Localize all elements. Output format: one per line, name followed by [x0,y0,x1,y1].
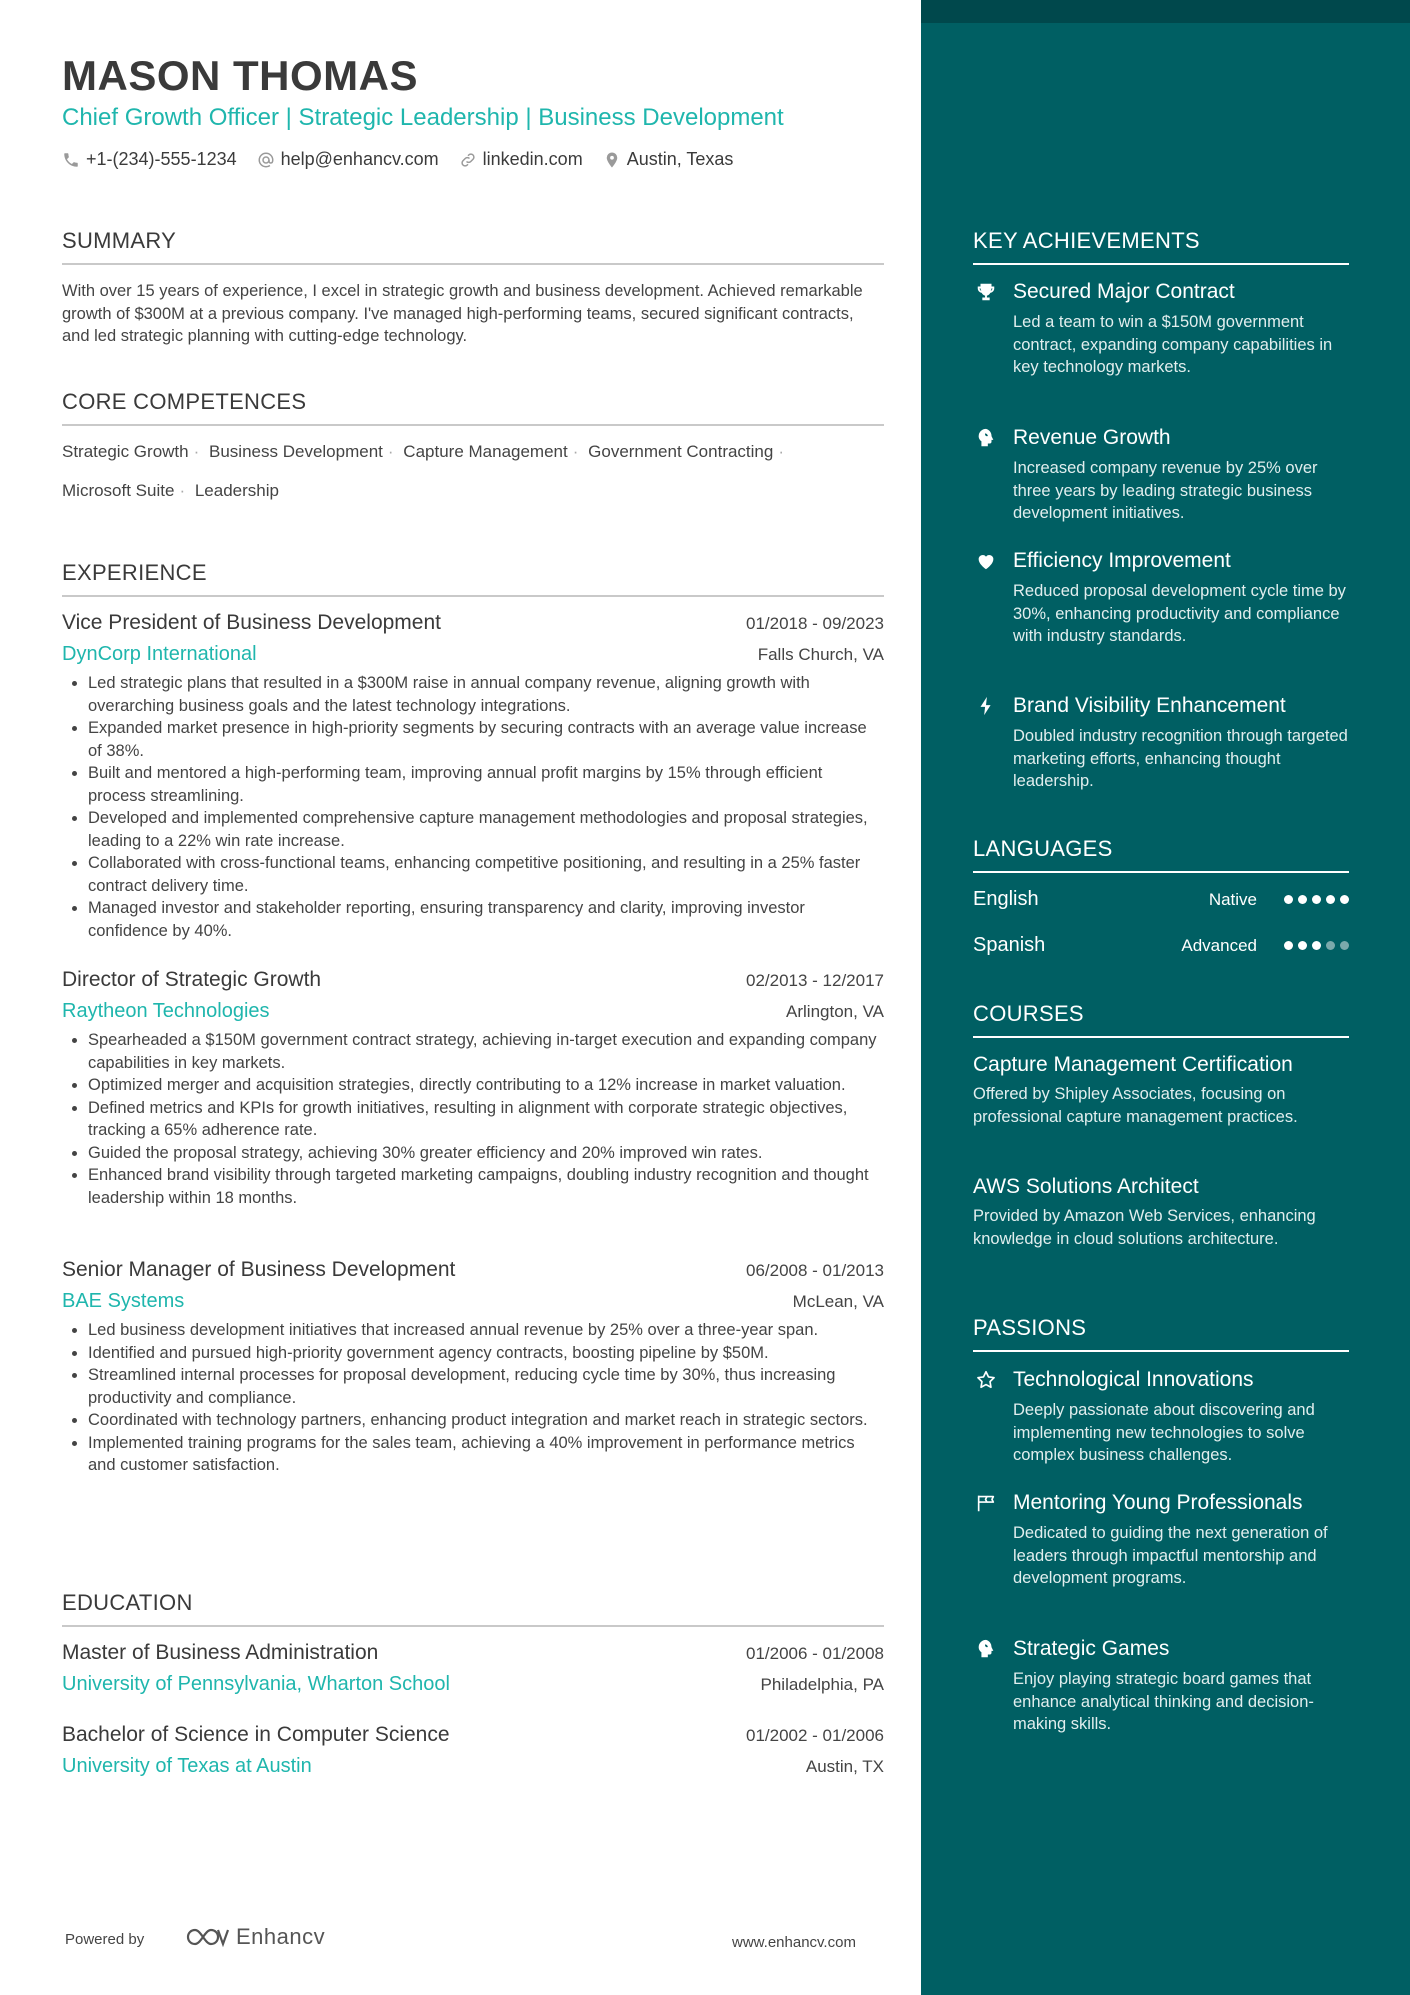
course-title: AWS Solutions Architect [973,1175,1199,1198]
separator-dot: · [572,442,579,461]
bullet-item: • Spearheaded a $150M government contract strategy, achieving in-target execution and expanding company capabilities in key markets. [88,1029,884,1074]
bullet-item: • Led strategic plans that resulted in a $300M raise in annual company revenue, aligning growth with overarching business goals and the latest technology integrations. [88,672,884,717]
job-company: Raytheon Technologies [62,1000,270,1022]
rating-dot-filled [1284,895,1293,904]
competence-item: Government Contracting [588,442,774,461]
rating-dot-filled [1312,895,1321,904]
heart-icon [973,548,999,574]
bullet-item: • Identified and pursued high-priority government agency contracts, boosting pipeline by $50M. [88,1342,884,1365]
powered-by-label: Powered by [65,1931,145,1948]
passion-title: Mentoring Young Professionals [1013,1491,1303,1514]
job-role: Director of Strategic Growth [62,968,322,991]
enhancv-brand-text: Enhancv [236,1924,326,1949]
degree: Master of Business Administration [62,1641,379,1664]
language-item [973,934,1349,957]
school: University of Pennsylvania, Wharton School [62,1673,450,1695]
job-dates: 06/2008 - 01/2013 [745,1261,884,1280]
course-title: Capture Management Certification [973,1053,1293,1076]
rating-dot-filled [1284,941,1293,950]
rating-dot-empty [1326,941,1335,950]
contact-linkedin[interactable] [459,149,583,170]
language-rating [1279,895,1349,904]
passions-heading: PASSIONS [973,1315,1349,1352]
bullet-item: • Optimized merger and acquisition strategies, directly contributing to a 12% increase in market valuation. [88,1074,884,1097]
summary-heading: SUMMARY [62,228,884,265]
job-bullets [62,672,884,942]
achievement-title: Secured Major Contract [1013,280,1235,303]
language-item [973,888,1349,911]
location-pin-icon [603,151,621,169]
language-level: Native [1208,889,1257,909]
link-icon [459,151,477,169]
degree: Bachelor of Science in Computer Science [62,1723,450,1746]
job-location: McLean, VA [792,1292,884,1311]
rating-dot-filled [1298,941,1307,950]
achievement-item [973,279,1353,379]
achievement-desc: Increased company revenue by 25% over three years by leading strategic business development initiatives. [1013,459,1318,522]
brain-icon [973,1636,999,1662]
languages-heading: LANGUAGES [973,836,1349,873]
language-level: Advanced [1181,935,1257,955]
job-role: Senior Manager of Business Development [62,1258,456,1281]
language-name: Spanish [973,934,1046,956]
course-item [973,1175,1353,1250]
contact-bar [62,149,753,170]
passion-title: Strategic Games [1013,1637,1170,1660]
bullet-item: • Streamlined internal processes for proposal development, reducing cycle time by 30%, thus increasing productivity and compliance. [88,1364,884,1409]
contact-email[interactable] [257,149,439,170]
candidate-name: MASON THOMAS [62,52,418,99]
job-dates: 01/2018 - 09/2023 [745,614,884,633]
achievement-title: Brand Visibility Enhancement [1013,694,1286,717]
job-bullets [62,1319,884,1477]
achievement-item [973,693,1353,793]
competence-item: Leadership [194,481,279,500]
rating-dot-filled [1312,941,1321,950]
flag-icon [973,1490,999,1516]
rating-dot-filled [1326,895,1335,904]
passion-desc: Enjoy playing strategic board games that enhance analytical thinking and decision-making skills. [1013,1670,1314,1733]
course-desc: Provided by Amazon Web Services, enhancing knowledge in cloud solutions architecture. [973,1207,1316,1248]
rating-dot-filled [1340,895,1349,904]
job-role: Vice President of Business Development [62,611,441,634]
location-text: Austin, Texas [626,149,734,169]
sidebar-top-bar [921,0,1410,23]
candidate-title: Chief Growth Officer | Strategic Leadership | Business Development [62,104,784,131]
education-dates: 01/2006 - 01/2008 [745,1644,884,1663]
experience-entry [62,611,884,942]
separator-dot: · [387,442,394,461]
achievement-desc: Reduced proposal development cycle time by 30%, enhancing productivity and compliance with industry standards. [1013,582,1346,645]
passion-item [973,1636,1353,1736]
competence-item: Capture Management [403,442,568,461]
experience-entry [62,1258,884,1477]
bullet-item: • Guided the proposal strategy, achieving 30% greater efficiency and 20% improved win rates. [88,1142,884,1165]
achievement-desc: Doubled industry recognition through targeted marketing efforts, enhancing thought leadership. [1013,727,1348,790]
phone-text: +1-(234)-555-1234 [86,149,237,169]
achievements-heading: KEY ACHIEVEMENTS [973,228,1349,265]
bullet-item: • Coordinated with technology partners, enhancing product integration and market reach in strategic sectors. [88,1409,884,1432]
bullet-item: • Implemented training programs for the sales team, achieving a 40% improvement in performance metrics and customer satisfaction. [88,1432,884,1477]
education-entry [62,1641,884,1696]
sidebar [921,0,1410,1995]
job-dates: 02/2013 - 12/2017 [745,971,884,990]
passion-item [973,1367,1353,1467]
job-company: DynCorp International [62,643,257,665]
bullet-item: • Enhanced brand visibility through targeted marketing campaigns, doubling industry recognition and thought leadership within 18 months. [88,1164,884,1209]
competences-heading: CORE COMPETENCES [62,389,884,426]
experience-entry [62,968,884,1209]
job-company: BAE Systems [62,1290,185,1312]
summary-text: With over 15 years of experience, I excel in strategic growth and business development. Achieved remarkable growth of $300M at a previous company. I've managed high-performing teams, secured significant contracts, and led strategic planning with cutting-edge technology. [62,282,863,345]
achievement-title: Revenue Growth [1013,426,1171,449]
education-location: Austin, TX [805,1757,884,1776]
bullet-item: • Built and mentored a high-performing team, improving annual profit margins by 15% through efficient process streamlining. [88,762,884,807]
passion-title: Technological Innovations [1013,1368,1254,1391]
rating-dot-filled [1298,895,1307,904]
achievement-title: Efficiency Improvement [1013,549,1231,572]
bullet-item: • Collaborated with cross-functional teams, enhancing competitive positioning, and resulting in a 25% faster contract delivery time. [88,852,884,897]
education-heading: EDUCATION [62,1590,884,1627]
email-text: help@enhancv.com [280,149,439,169]
passion-desc: Dedicated to guiding the next generation of leaders through impactful mentorship and development programs. [1013,1524,1328,1587]
achievement-item [973,425,1353,525]
competence-item: Strategic Growth [62,442,189,461]
footer-url[interactable]: www.enhancv.com [732,1934,856,1951]
language-name: English [973,888,1039,910]
competence-item: Business Development [209,442,383,461]
achievement-item [973,548,1353,648]
education-location: Philadelphia, PA [760,1675,884,1694]
star-icon [973,1367,999,1393]
bullet-item: • Led business development initiatives that increased annual revenue by 25% over a three-year span. [88,1319,884,1342]
competences-list [62,432,884,510]
experience-heading: EXPERIENCE [62,560,884,597]
contact-location [603,149,734,170]
education-entry [62,1723,884,1778]
passion-item [973,1490,1353,1590]
courses-heading: COURSES [973,1001,1349,1038]
bullet-item: • Defined metrics and KPIs for growth initiatives, resulting in alignment with corporate strategic objectives, tracking a 65% adherence rate. [88,1097,884,1142]
passion-desc: Deeply passionate about discovering and implementing new technologies to solve complex business challenges. [1013,1401,1315,1464]
lightning-icon [973,693,999,719]
trophy-icon [973,279,999,305]
enhancv-logo-icon [184,1925,230,1949]
at-icon [257,151,275,169]
school: University of Texas at Austin [62,1755,312,1777]
bullet-item: • Developed and implemented comprehensive capture management methodologies and proposal strategies, leading to a 22% win rate increase. [88,807,884,852]
brain-icon [973,425,999,451]
job-location: Falls Church, VA [757,645,884,664]
separator-dot: · [778,442,785,461]
rating-dot-empty [1340,941,1349,950]
course-item [973,1053,1353,1128]
contact-phone[interactable] [62,149,237,170]
separator-dot: · [179,481,186,500]
competence-item: Microsoft Suite [62,481,175,500]
job-bullets [62,1029,884,1209]
linkedin-text: linkedin.com [482,149,583,169]
achievement-desc: Led a team to win a $150M government contract, expanding company capabilities in key technology markets. [1013,313,1333,376]
enhancv-logo[interactable] [184,1924,325,1950]
course-desc: Offered by Shipley Associates, focusing on professional capture management practices. [973,1085,1298,1126]
language-rating [1279,941,1349,950]
phone-icon [62,151,80,169]
education-dates: 01/2002 - 01/2006 [745,1726,884,1745]
separator-dot: · [193,442,200,461]
bullet-item: • Managed investor and stakeholder reporting, ensuring transparency and clarity, improving investor confidence by 40%. [88,897,884,942]
job-location: Arlington, VA [786,1002,884,1021]
bullet-item: • Expanded market presence in high-priority segments by securing contracts with an average value increase of 38%. [88,717,884,762]
